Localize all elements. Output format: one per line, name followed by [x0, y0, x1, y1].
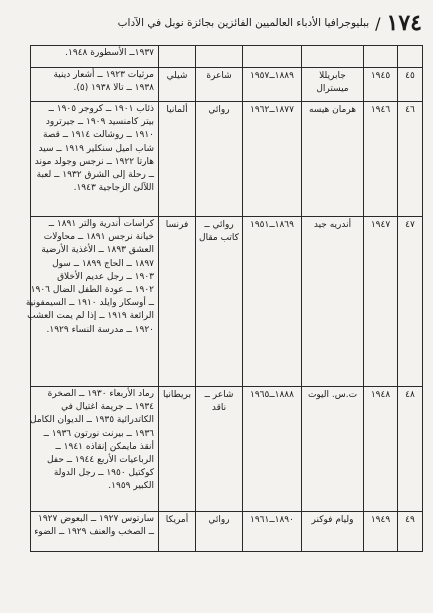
works-line: الرباعيات الأربع ١٩٤٤ ــ حفل — [46, 455, 154, 466]
works-line: ــ الصخب والعنف ١٩٢٩ ــ الضوء — [34, 527, 154, 538]
works-line: ــ رحلة إلى الشرق ١٩٣٢ ــ لعبة — [36, 170, 154, 181]
works-line: مرثيات ١٩٢٣ ــ أشعار دينية — [53, 70, 154, 80]
works-line: الكاتدرائية ١٩٣٥ ــ الديوان الكامل — [30, 415, 154, 426]
genre-cell: شاعر ــ ناقد — [196, 387, 243, 512]
works-cell — [31, 102, 159, 217]
works-cell — [31, 387, 159, 512]
page-header — [30, 8, 422, 38]
life-dates-cell: ١٨٨٩ــ١٩٥٧ — [243, 68, 302, 102]
works-line: ١٨٩٧ ــ الحاج ١٨٩٩ ــ سول — [52, 258, 154, 269]
works-line: اللآلئ الزجاجية ١٩٤٣. — [73, 183, 154, 194]
entry-number-cell: ٤٦ — [398, 102, 423, 217]
works-line: ذئاب ١٩٠١ ــ كروجر ١٩٠٥ ــ — [48, 104, 154, 114]
genre-cell: روائي — [196, 512, 243, 552]
works-line: العشق ١٨٩٣ ــ الأغذية الأرضية — [41, 245, 154, 256]
table-row — [31, 46, 423, 68]
country-cell: شيلي — [159, 68, 196, 102]
laureate-name-cell: أندريه جيد — [302, 217, 364, 387]
works-line: ١٩٠٣ ــ رجل عديم الأخلاق — [57, 271, 154, 282]
life-dates-cell: ١٨٨٨ــ١٩٦٥ — [243, 387, 302, 512]
laureate-name-cell: وليام فوكنر — [302, 512, 364, 552]
award-year-cell: ١٩٤٩ — [364, 512, 398, 552]
country-cell — [159, 46, 196, 68]
works-line: رماد الأربعاء ١٩٣٠ ــ الصخرة — [47, 389, 154, 399]
table-row — [31, 217, 423, 387]
table-row — [31, 512, 423, 552]
works-cell — [31, 512, 159, 552]
entry-number-cell: ٤٨ — [398, 387, 423, 512]
works-line: ١٩٣٦ ــ بيرنت نورتون ١٩٣٦ ــ — [43, 428, 154, 439]
entry-number-cell: ٤٩ — [398, 512, 423, 552]
table-row — [31, 102, 423, 217]
works-line: كراسات أندرية والتر ١٨٩١ ــ — [48, 219, 154, 229]
laureates-table — [25, 45, 423, 552]
works-line: ــ أوسكار وايلد ١٩١٠ ــ السيمفونية — [25, 298, 154, 309]
award-year-cell: ١٩٤٥ — [364, 68, 398, 102]
works-cell — [31, 46, 159, 68]
genre-cell: شاعرة — [196, 68, 243, 102]
works-cell — [25, 217, 159, 387]
works-line: ١٩٣٤ ــ جريمة اغتيال في — [61, 402, 154, 413]
country-cell: ألمانيا — [159, 102, 196, 217]
entry-number-cell: ٤٧ — [398, 217, 423, 387]
laureate-name-cell: هرمان هيسه — [302, 102, 364, 217]
country-cell: أمريكا — [159, 512, 196, 552]
works-line: الرائعة ١٩١٩ ــ إذا لم يمت العشب — [27, 311, 154, 322]
works-line: بيتر كامنسيد ١٩٠٩ ــ جيرترود — [45, 117, 154, 128]
table-body — [25, 46, 423, 552]
laureate-name-cell — [302, 46, 364, 68]
running-title: ببليوجرافيا الأدباء العالميين الفائزين بجائزة نوبل في الآداب — [117, 17, 370, 29]
works-line: ١٩٠٢ ــ عودة الطفل الضال ١٩٠٦ — [30, 285, 154, 296]
award-year-cell — [364, 46, 398, 68]
table-row — [31, 387, 423, 512]
works-line: ١٩٢٠ ــ مدرسة النساء ١٩٢٩. — [46, 324, 154, 335]
genre-cell: روائي ــ كاتب مقال — [196, 217, 243, 387]
life-dates-cell — [243, 46, 302, 68]
works-line: الكبير ١٩٥٩. — [108, 481, 154, 492]
genre-cell: روائي — [196, 102, 243, 217]
table-row — [31, 68, 423, 102]
works-line: هارتا ١٩٢٢ ــ نرجس وجولد موند — [34, 156, 154, 167]
award-year-cell: ١٩٤٨ — [364, 387, 398, 512]
entry-number-cell: ٤٥ — [398, 68, 423, 102]
works-line: ١٩٣٧ــ الأسطورة ١٩٤٨. — [65, 48, 154, 58]
works-line: خيانة نرجس ١٨٩١ ــ محاولات — [43, 232, 154, 243]
works-line: كوكتيل ١٩٥٠ ــ رجل الدولة — [53, 468, 154, 479]
works-line: سارتوس ١٩٢٧ ــ البعوض ١٩٢٧ — [37, 514, 154, 524]
works-line: أنقذ مايمكن إنقاذه ١٩٤١ ــ — [55, 441, 154, 452]
page-number: ١٧٤ — [386, 10, 422, 36]
laureate-name-cell: جابريللا ميسترال — [302, 68, 364, 102]
country-cell: فرنسا — [159, 217, 196, 387]
header-separator: / — [375, 13, 381, 33]
life-dates-cell: ١٨٧٧ــ١٩٦٢ — [243, 102, 302, 217]
life-dates-cell: ١٨٦٩ــ١٩٥١ — [243, 217, 302, 387]
laureate-name-cell: ت.س. اليوت — [302, 387, 364, 512]
life-dates-cell: ١٨٩٠ــ١٩٦١ — [243, 512, 302, 552]
works-cell — [31, 68, 159, 102]
award-year-cell: ١٩٤٦ — [364, 102, 398, 217]
genre-cell — [196, 46, 243, 68]
works-line: شاب اميل سنكلير ١٩١٩ ــ سيد — [38, 143, 154, 154]
entry-number-cell — [398, 46, 423, 68]
award-year-cell: ١٩٤٧ — [364, 217, 398, 387]
country-cell: بريطانيا — [159, 387, 196, 512]
works-line: ١٩٣٨ ــ تالا ١٩٣٨ (٥). — [73, 83, 154, 94]
works-line: ١٩١٠ ــ روشالت ١٩١٤ ــ قصة — [42, 130, 154, 141]
